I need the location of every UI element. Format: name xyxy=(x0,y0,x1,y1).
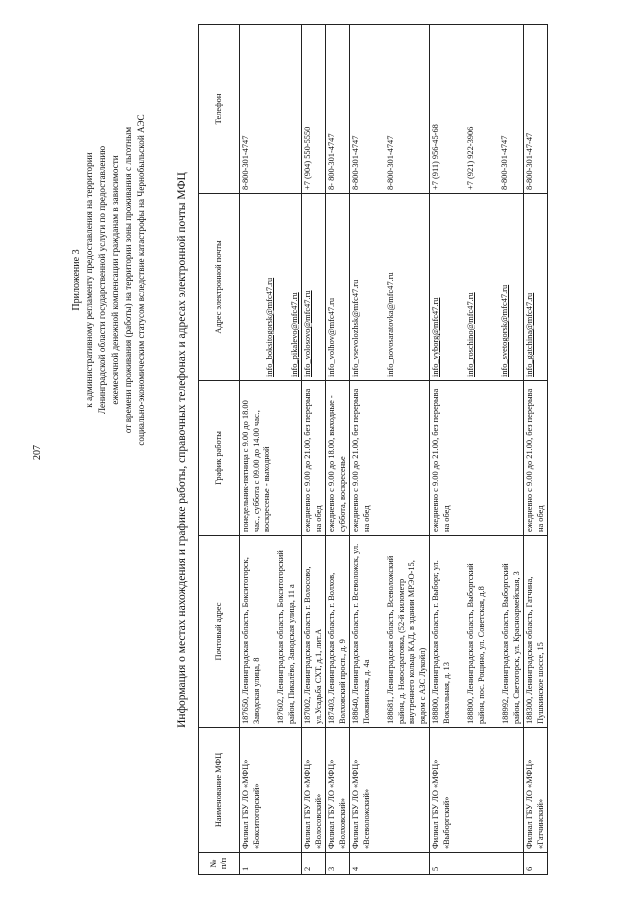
phone-entry: +7 (921) 922-3906 xyxy=(465,126,475,190)
appendix-line: ежемесячной денежной компенсации гражданам в зависимости xyxy=(110,155,120,405)
header-num: № п/п xyxy=(199,853,240,875)
email-link[interactable]: info_gatchina@mfc47.ru xyxy=(524,194,548,381)
appendix-header xyxy=(70,65,148,495)
header-phone: Телефон xyxy=(199,25,240,194)
header-address: Почтовый адрес xyxy=(199,536,240,728)
table-row xyxy=(430,25,524,875)
row-schedule: ежедневно с 9.00 до 21.00, без перерыва на обед xyxy=(430,381,524,536)
row-num: 1 xyxy=(240,853,302,875)
email-link[interactable]: info_vyborg@mfc47.ru xyxy=(431,297,440,377)
header-email: Адрес электронной почты xyxy=(199,194,240,381)
address-entry: 187602, Ленинградская область, Бокситогорский район, Пикалёво, Заводская улица, 11 а xyxy=(276,550,296,724)
appendix-line: Ленинградской области государственной услуги по предоставлению xyxy=(97,145,107,415)
mfc-table xyxy=(198,24,548,875)
row-num: 3 xyxy=(326,853,350,875)
address-entry: 187650, Ленинградская область, Бокситогорск, Заводская улица, 8 xyxy=(241,557,261,724)
appendix-line: от времени проживания (работы) на территории зоны проживания с льготным xyxy=(123,126,133,434)
row-num: 5 xyxy=(430,853,524,875)
row-name: Филиал ГБУ ЛО «МФЦ» «Выборгский» xyxy=(430,728,524,853)
row-name: Филиал ГБУ ЛО «МФЦ» «Всеволожский» xyxy=(350,728,430,853)
row-schedule: ежедневно с 9.00 до 18.00, выходные - суббота, воскресенье xyxy=(326,381,350,536)
row-address xyxy=(240,536,302,728)
email-link[interactable]: info_svetogorsk@mfc47.ru xyxy=(500,284,509,377)
table-row xyxy=(326,25,350,875)
page-number: 207 xyxy=(32,445,43,460)
row-phone: +7 (904) 550-5550 xyxy=(302,25,326,194)
row-address: 187002, Ленинградская область г. Волосово, ул.Усадьба СХТ, д.1, лит.А xyxy=(302,536,326,728)
row-schedule: ежедневно с 9.00 до 21.00, без перерыва на обед xyxy=(302,381,326,536)
email-link[interactable]: info_volosovo@mfc47.ru xyxy=(302,194,326,381)
row-address: 187403, Ленинградская область, г. Волхов, Волховский просп., д. 9 xyxy=(326,536,350,728)
address-entry: 188992, Ленинградская область, Выборгский район, Светогорск, ул. Красноармейская, 3 xyxy=(501,563,521,724)
appendix-line: социально-экономическим статусом вследствие катастрофы на Чернобыльской АЭС xyxy=(136,114,146,446)
address-entry: 188800, Ленинградская область, Выборгский район, пос. Рощино, ул. Советская, д.8 xyxy=(466,563,486,724)
table-row xyxy=(302,25,326,875)
header-name: Наименование МФЦ xyxy=(199,728,240,853)
row-email xyxy=(240,194,302,381)
row-name: Филиал ГБУ ЛО «МФЦ» «Гатчинский» xyxy=(524,728,548,853)
row-name: Филиал ГБУ ЛО «МФЦ» «Волховский» xyxy=(326,728,350,853)
table-row xyxy=(240,25,302,875)
row-phone: 8- 800-301-4747 xyxy=(326,25,350,194)
row-num: 6 xyxy=(524,853,548,875)
row-address: 188300, Ленинградская область, Гатчина, Пушкинское шоссе, 15 xyxy=(524,536,548,728)
row-schedule: ежедневно с 9.00 до 21.00, без перерыва на обед xyxy=(350,381,430,536)
address-entry: 188681, Ленинградская область, Всеволожский район, д. Новосаратовка, (52-й километр внутреннего кольца КАД, в здании МРЭО-15, рядом с АЗС Лукойл) xyxy=(386,555,427,724)
row-num: 2 xyxy=(302,853,326,875)
row-schedule: ежедневно с 9.00 до 21.00, без перерыва на обед xyxy=(524,381,548,536)
phone-entry: 8-800-301-4747 xyxy=(500,135,509,190)
email-link[interactable]: info_volhov@mfc47.ru xyxy=(326,194,350,381)
row-phone xyxy=(430,25,524,194)
row-num: 4 xyxy=(350,853,430,875)
row-address xyxy=(350,536,430,728)
address-entry: 188800, Ленинградская область, г. Выборг, ул. Вокзальная, д. 13 xyxy=(431,560,451,724)
row-phone: 8-800-301-47-47 xyxy=(524,25,548,194)
phone-entry: 8-800-301-4747 xyxy=(351,135,360,190)
address-entry: 188640, Ленинградская область, г. Всеволожск, ул. Пожвинская, д. 4а xyxy=(351,543,371,724)
header-schedule: График работы xyxy=(199,381,240,536)
email-link[interactable]: info_pikalevo@mfc47.ru xyxy=(289,292,299,377)
row-phone xyxy=(350,25,430,194)
row-name: Филиал ГБУ ЛО «МФЦ» «Бокситогорский» xyxy=(240,728,302,853)
email-link[interactable]: info_roschino@mfc47.ru xyxy=(465,292,475,377)
phone-entry: +7 (911) 956-45-68 xyxy=(431,124,440,190)
row-phone: 8-800-301-4747 xyxy=(240,25,302,194)
row-name: Филиал ГБУ ЛО «МФЦ» «Волосовский» xyxy=(302,728,326,853)
table-row xyxy=(350,25,430,875)
row-schedule: понедельник-пятница с 9.00 до 18.00 час., суббота с 09.00 до 14.00 час., воскресенье - выходной xyxy=(240,381,302,536)
appendix-title: Приложение 3 xyxy=(71,249,82,311)
email-link[interactable]: info_boksitogorsk@mfc47.ru xyxy=(265,277,274,377)
row-email xyxy=(430,194,524,381)
table-header-row xyxy=(199,25,240,875)
appendix-line: к административному регламенту предоставления на территории xyxy=(84,152,94,408)
email-link[interactable]: info_vsevolozhsk@mfc47.ru xyxy=(351,279,360,377)
email-link[interactable]: info_novosaratovka@mfc47.ru xyxy=(385,272,395,377)
row-address xyxy=(430,536,524,728)
row-email xyxy=(350,194,430,381)
document-title: Информация о местах нахождения и графике работы, справочных телефонах и адресах электронной почты МФЦ xyxy=(176,172,188,728)
phone-entry: 8-800-301-4747 xyxy=(385,135,395,190)
table-row xyxy=(524,25,548,875)
